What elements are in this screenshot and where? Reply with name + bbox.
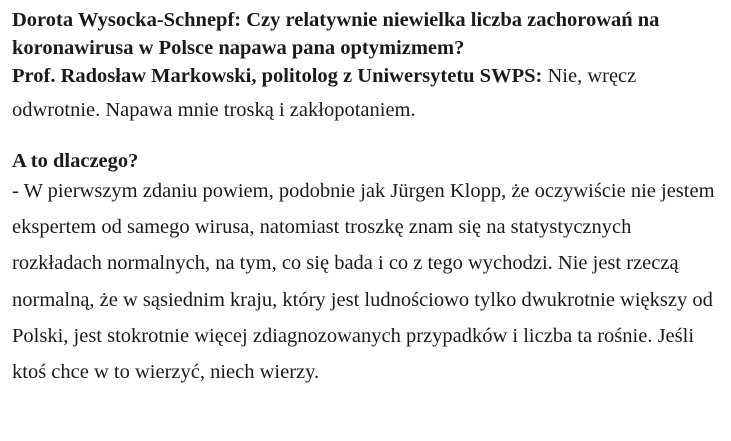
interview-answer-1 [12, 59, 724, 127]
interview-question-1: Dorota Wysocka-Schnepf: Czy relatywnie niewielka liczba zachorowań na koronawirusa w Polsce napawa pana optymizmem? [12, 9, 660, 59]
answer-text-1: Nie, wręcz odwrotnie. Napawa mnie troską i zakłopotaniem. [12, 65, 637, 121]
interview-answer-2: - W pierwszym zdaniu powiem, podobnie jak Jürgen Klopp, że oczywiście nie jestem ekspertem od samego wirusa, natomiast troszkę znam się na statystycznych rozkładach normalnych, na tym, co się bada i co z tego wychodzi. Nie jest rzeczą normalną, że w sąsiednim kraju, który jest ludnościowo tylko dwukrotnie większy od Polski, jest stokrotnie więcej zdiagnozowanych przypadków i liczba ta rośnie. Jeśli ktoś chce w to wierzyć, niech wierzy. [12, 180, 715, 384]
answer-speaker: Prof. Radosław Markowski, politolog z Uniwersytetu SWPS: [12, 65, 543, 87]
interview-question-2: A to dlaczego? [12, 150, 139, 172]
interview-article [12, 6, 724, 390]
